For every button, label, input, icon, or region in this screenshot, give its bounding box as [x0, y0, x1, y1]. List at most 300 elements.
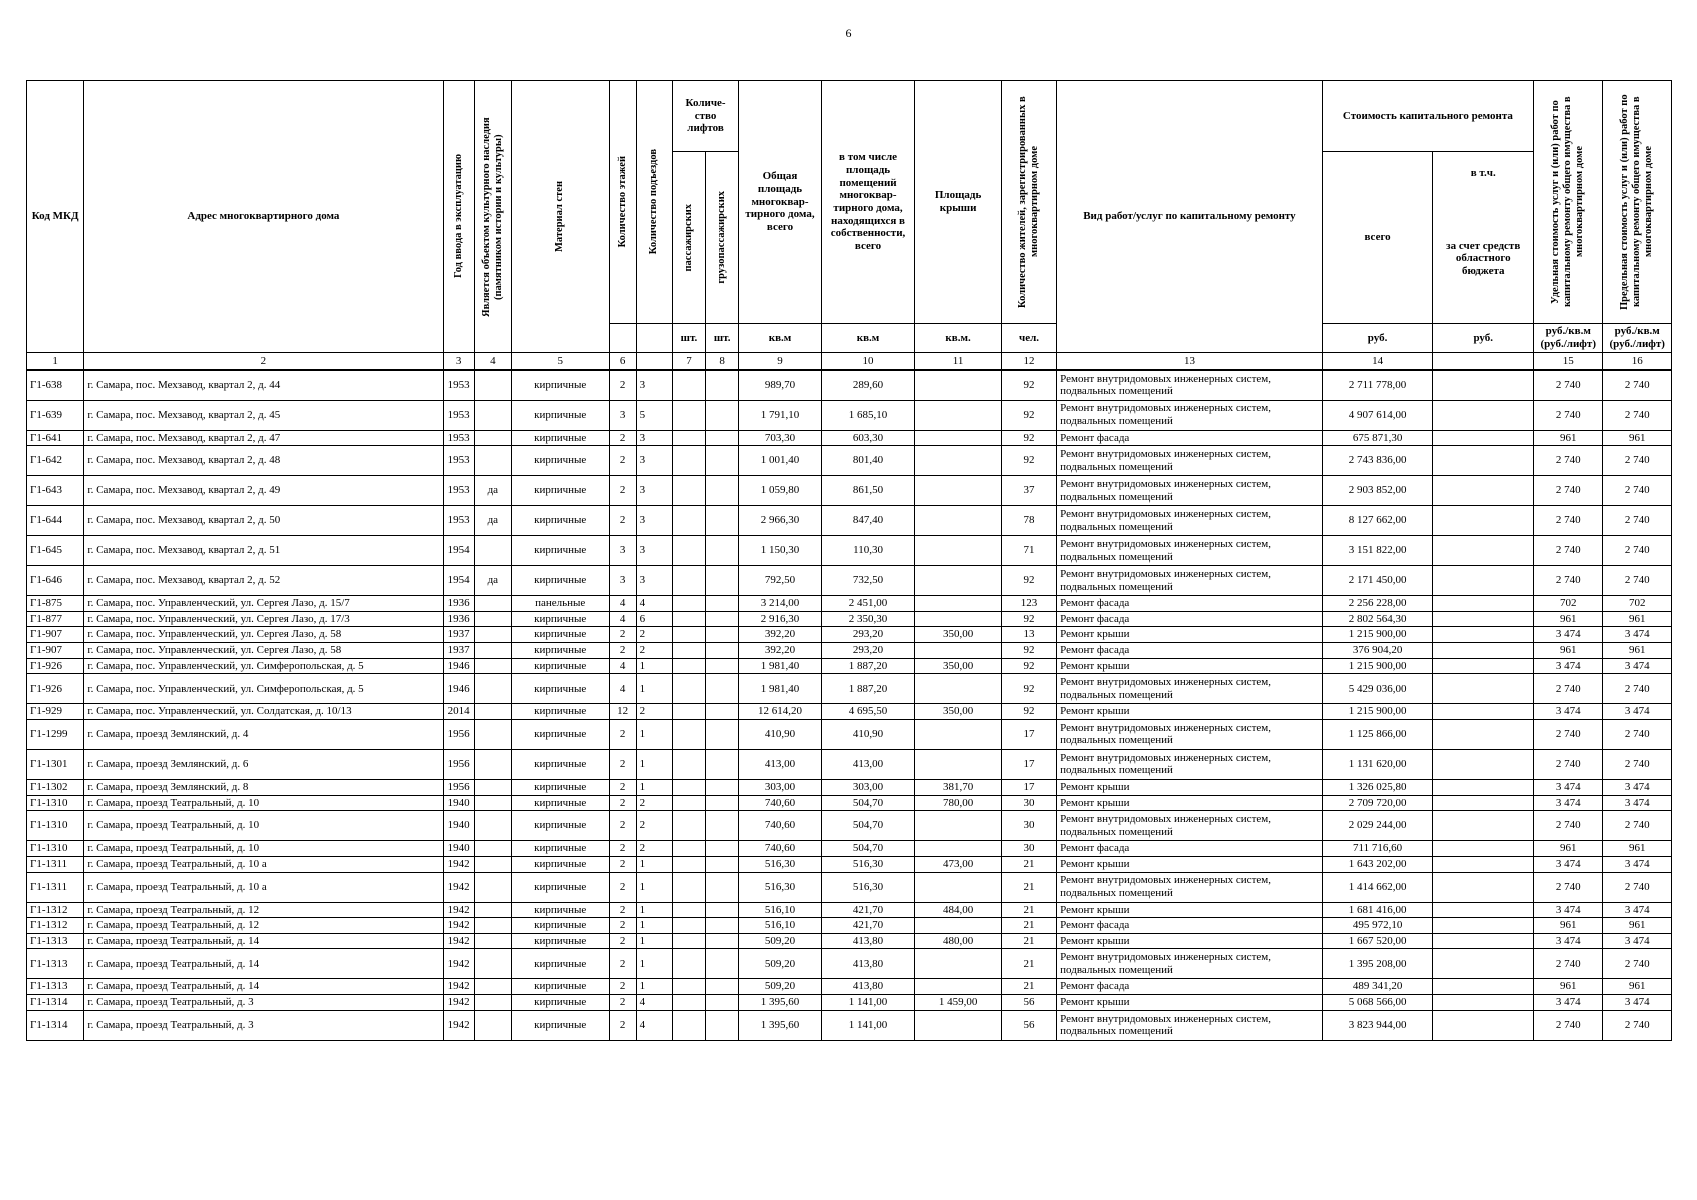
row-year: 2014 — [443, 704, 474, 720]
row-owned-area: 1 141,00 — [821, 1010, 915, 1040]
row-address: г. Самара, пос. Управленческий, ул. Сергея Лазо, д. 15/7 — [84, 596, 443, 612]
row-total-area: 509,20 — [739, 949, 822, 979]
table-row — [27, 627, 1672, 643]
row-unit-cost: 961 — [1534, 611, 1603, 627]
row-lifts-passenger — [672, 872, 705, 902]
row-max-cost: 2 740 — [1603, 1010, 1672, 1040]
row-max-cost: 3 474 — [1603, 902, 1672, 918]
row-lifts-passenger — [672, 749, 705, 779]
row-lifts-cargo — [706, 658, 739, 674]
header-heritage: Является объектом культурного наследия (памятником истории и культуры) — [480, 116, 504, 317]
unit-max-cost: руб./кв.м (руб./лифт) — [1603, 324, 1672, 353]
row-floors: 2 — [609, 795, 636, 811]
row-roof-area: 350,00 — [915, 658, 1002, 674]
row-year: 1956 — [443, 779, 474, 795]
row-wall-material: панельные — [511, 596, 609, 612]
row-heritage — [474, 1010, 511, 1040]
row-code: Г1-642 — [27, 446, 84, 476]
row-heritage — [474, 611, 511, 627]
row-residents: 92 — [1001, 400, 1056, 430]
row-total-area: 1 395,60 — [739, 995, 822, 1011]
row-cost-region — [1433, 979, 1534, 995]
table-row — [27, 400, 1672, 430]
row-cost-total: 1 414 662,00 — [1322, 872, 1433, 902]
row-roof-area — [915, 596, 1002, 612]
row-address: г. Самара, пос. Мехзавод, квартал 2, д. 44 — [84, 370, 443, 400]
row-year: 1942 — [443, 949, 474, 979]
row-work-type: Ремонт крыши — [1057, 627, 1323, 643]
row-total-area: 392,20 — [739, 643, 822, 659]
row-cost-region — [1433, 370, 1534, 400]
row-roof-area: 480,00 — [915, 933, 1002, 949]
row-entrances: 3 — [636, 446, 672, 476]
row-address: г. Самара, проезд Театральный, д. 14 — [84, 933, 443, 949]
row-max-cost: 2 740 — [1603, 872, 1672, 902]
row-work-type: Ремонт внутридомовых инженерных систем, подвальных помещений — [1057, 949, 1323, 979]
row-heritage — [474, 596, 511, 612]
row-total-area: 792,50 — [739, 566, 822, 596]
row-max-cost: 3 474 — [1603, 856, 1672, 872]
column-number-row — [27, 353, 1672, 371]
row-unit-cost: 961 — [1534, 841, 1603, 857]
row-unit-cost: 2 740 — [1534, 719, 1603, 749]
row-address: г. Самара, пос. Мехзавод, квартал 2, д. 48 — [84, 446, 443, 476]
row-owned-area: 1 887,20 — [821, 674, 915, 704]
row-unit-cost: 2 740 — [1534, 872, 1603, 902]
row-unit-cost: 3 474 — [1534, 902, 1603, 918]
row-cost-region — [1433, 872, 1534, 902]
row-max-cost: 961 — [1603, 979, 1672, 995]
row-cost-total: 2 029 244,00 — [1322, 811, 1433, 841]
row-cost-region — [1433, 902, 1534, 918]
row-unit-cost: 961 — [1534, 430, 1603, 446]
row-code: Г1-907 — [27, 643, 84, 659]
header-cost-total: всего — [1322, 152, 1433, 324]
row-cost-total: 1 643 202,00 — [1322, 856, 1433, 872]
row-cost-total: 2 903 852,00 — [1322, 476, 1433, 506]
row-max-cost: 3 474 — [1603, 995, 1672, 1011]
row-code: Г1-1301 — [27, 749, 84, 779]
row-floors: 2 — [609, 476, 636, 506]
row-unit-cost: 2 740 — [1534, 476, 1603, 506]
unit-unit-cost: руб./кв.м (руб./лифт) — [1534, 324, 1603, 353]
row-cost-total: 711 716,60 — [1322, 841, 1433, 857]
row-entrances: 1 — [636, 872, 672, 902]
table-row — [27, 611, 1672, 627]
row-roof-area — [915, 1010, 1002, 1040]
row-cost-region — [1433, 779, 1534, 795]
row-cost-region — [1433, 506, 1534, 536]
row-unit-cost: 2 740 — [1534, 566, 1603, 596]
row-heritage — [474, 719, 511, 749]
row-residents: 13 — [1001, 627, 1056, 643]
row-code: Г1-926 — [27, 658, 84, 674]
unit-cost-total: руб. — [1322, 324, 1433, 353]
row-heritage — [474, 749, 511, 779]
capital-repair-table — [26, 80, 1672, 1041]
row-wall-material: кирпичные — [511, 674, 609, 704]
header-wall-material: Материал стен — [554, 181, 566, 252]
col-num: 7 — [672, 353, 705, 371]
row-work-type: Ремонт крыши — [1057, 795, 1323, 811]
row-wall-material: кирпичные — [511, 918, 609, 934]
row-entrances: 1 — [636, 658, 672, 674]
row-work-type: Ремонт внутридомовых инженерных систем, подвальных помещений — [1057, 749, 1323, 779]
row-heritage — [474, 536, 511, 566]
row-year: 1956 — [443, 719, 474, 749]
row-wall-material: кирпичные — [511, 430, 609, 446]
row-cost-region — [1433, 918, 1534, 934]
row-lifts-passenger — [672, 446, 705, 476]
row-residents: 92 — [1001, 704, 1056, 720]
row-lifts-passenger — [672, 400, 705, 430]
row-wall-material: кирпичные — [511, 400, 609, 430]
table-row — [27, 476, 1672, 506]
row-owned-area: 1 887,20 — [821, 658, 915, 674]
row-wall-material: кирпичные — [511, 536, 609, 566]
row-residents: 92 — [1001, 611, 1056, 627]
row-address: г. Самара, пос. Мехзавод, квартал 2, д. 47 — [84, 430, 443, 446]
row-owned-area: 861,50 — [821, 476, 915, 506]
row-wall-material: кирпичные — [511, 1010, 609, 1040]
row-address: г. Самара, проезд Театральный, д. 10 — [84, 795, 443, 811]
row-unit-cost: 3 474 — [1534, 856, 1603, 872]
row-code: Г1-1310 — [27, 841, 84, 857]
row-total-area: 1 981,40 — [739, 674, 822, 704]
row-lifts-passenger — [672, 779, 705, 795]
row-lifts-cargo — [706, 506, 739, 536]
row-entrances: 1 — [636, 933, 672, 949]
row-residents: 21 — [1001, 856, 1056, 872]
row-heritage — [474, 400, 511, 430]
row-lifts-cargo — [706, 566, 739, 596]
row-code: Г1-926 — [27, 674, 84, 704]
row-floors: 2 — [609, 902, 636, 918]
row-roof-area — [915, 611, 1002, 627]
row-cost-region — [1433, 400, 1534, 430]
row-roof-area — [915, 370, 1002, 400]
row-owned-area: 413,00 — [821, 749, 915, 779]
row-owned-area: 413,80 — [821, 979, 915, 995]
row-address: г. Самара, проезд Театральный, д. 12 — [84, 902, 443, 918]
table-row — [27, 979, 1672, 995]
row-work-type: Ремонт крыши — [1057, 933, 1323, 949]
row-total-area: 2 916,30 — [739, 611, 822, 627]
row-cost-total: 4 907 614,00 — [1322, 400, 1433, 430]
row-cost-total: 1 681 416,00 — [1322, 902, 1433, 918]
row-unit-cost: 3 474 — [1534, 704, 1603, 720]
row-heritage — [474, 643, 511, 659]
row-residents: 30 — [1001, 841, 1056, 857]
row-total-area: 516,10 — [739, 918, 822, 934]
row-roof-area — [915, 749, 1002, 779]
row-residents: 71 — [1001, 536, 1056, 566]
row-floors: 2 — [609, 811, 636, 841]
row-lifts-cargo — [706, 674, 739, 704]
row-cost-total: 376 904,20 — [1322, 643, 1433, 659]
row-wall-material: кирпичные — [511, 476, 609, 506]
row-cost-region — [1433, 536, 1534, 566]
row-max-cost: 702 — [1603, 596, 1672, 612]
row-floors: 3 — [609, 400, 636, 430]
row-year: 1946 — [443, 658, 474, 674]
row-max-cost: 961 — [1603, 643, 1672, 659]
row-address: г. Самара, проезд Землянский, д. 4 — [84, 719, 443, 749]
row-year: 1953 — [443, 400, 474, 430]
row-floors: 2 — [609, 979, 636, 995]
row-lifts-cargo — [706, 795, 739, 811]
row-residents: 123 — [1001, 596, 1056, 612]
row-work-type: Ремонт фасада — [1057, 643, 1323, 659]
unit-cost-region: руб. — [1433, 324, 1534, 353]
row-roof-area — [915, 719, 1002, 749]
row-max-cost: 2 740 — [1603, 506, 1672, 536]
row-owned-area: 421,70 — [821, 902, 915, 918]
row-address: г. Самара, проезд Землянский, д. 8 — [84, 779, 443, 795]
row-code: Г1-639 — [27, 400, 84, 430]
row-wall-material: кирпичные — [511, 902, 609, 918]
row-roof-area: 350,00 — [915, 627, 1002, 643]
row-lifts-passenger — [672, 918, 705, 934]
row-heritage — [474, 949, 511, 979]
row-residents: 21 — [1001, 979, 1056, 995]
row-year: 1936 — [443, 596, 474, 612]
row-total-area: 516,10 — [739, 902, 822, 918]
row-year: 1942 — [443, 918, 474, 934]
row-work-type: Ремонт крыши — [1057, 902, 1323, 918]
row-owned-area: 303,00 — [821, 779, 915, 795]
row-heritage — [474, 856, 511, 872]
row-cost-total: 1 395 208,00 — [1322, 949, 1433, 979]
row-floors: 2 — [609, 1010, 636, 1040]
row-lifts-cargo — [706, 856, 739, 872]
row-lifts-passenger — [672, 674, 705, 704]
row-address: г. Самара, пос. Управленческий, ул. Сергея Лазо, д. 58 — [84, 643, 443, 659]
row-cost-total: 1 131 620,00 — [1322, 749, 1433, 779]
row-work-type: Ремонт фасада — [1057, 918, 1323, 934]
row-cost-total: 1 125 866,00 — [1322, 719, 1433, 749]
row-code: Г1-1302 — [27, 779, 84, 795]
row-code: Г1-646 — [27, 566, 84, 596]
row-work-type: Ремонт внутридомовых инженерных систем, подвальных помещений — [1057, 674, 1323, 704]
row-roof-area — [915, 446, 1002, 476]
row-wall-material: кирпичные — [511, 949, 609, 979]
table-row — [27, 430, 1672, 446]
row-owned-area: 110,30 — [821, 536, 915, 566]
row-floors: 3 — [609, 536, 636, 566]
row-owned-area: 4 695,50 — [821, 704, 915, 720]
row-entrances: 3 — [636, 476, 672, 506]
row-roof-area — [915, 841, 1002, 857]
row-entrances: 2 — [636, 841, 672, 857]
row-max-cost: 2 740 — [1603, 566, 1672, 596]
row-entrances: 4 — [636, 596, 672, 612]
row-code: Г1-1310 — [27, 795, 84, 811]
row-total-area: 1 150,30 — [739, 536, 822, 566]
table-row — [27, 902, 1672, 918]
row-floors: 4 — [609, 674, 636, 704]
table-row — [27, 370, 1672, 400]
row-unit-cost: 3 474 — [1534, 995, 1603, 1011]
row-code: Г1-1313 — [27, 949, 84, 979]
row-residents: 92 — [1001, 566, 1056, 596]
row-wall-material: кирпичные — [511, 749, 609, 779]
row-code: Г1-645 — [27, 536, 84, 566]
row-lifts-passenger — [672, 811, 705, 841]
row-heritage — [474, 627, 511, 643]
row-wall-material: кирпичные — [511, 795, 609, 811]
row-work-type: Ремонт крыши — [1057, 995, 1323, 1011]
row-floors: 3 — [609, 566, 636, 596]
row-address: г. Самара, пос. Управленческий, ул. Симферопольская, д. 5 — [84, 674, 443, 704]
row-wall-material: кирпичные — [511, 506, 609, 536]
row-work-type: Ремонт внутридомовых инженерных систем, подвальных помещений — [1057, 536, 1323, 566]
header-cost-incl: в т.ч. — [1470, 167, 1496, 179]
col-num: 9 — [739, 353, 822, 371]
row-wall-material: кирпичные — [511, 933, 609, 949]
row-cost-region — [1433, 658, 1534, 674]
row-owned-area: 413,80 — [821, 949, 915, 979]
row-entrances: 2 — [636, 704, 672, 720]
row-year: 1937 — [443, 643, 474, 659]
row-cost-total: 5 429 036,00 — [1322, 674, 1433, 704]
header-lifts-cargo: грузопассажирских — [716, 191, 728, 284]
row-heritage — [474, 658, 511, 674]
row-total-area: 1 001,40 — [739, 446, 822, 476]
row-cost-region — [1433, 949, 1534, 979]
row-owned-area: 732,50 — [821, 566, 915, 596]
row-lifts-cargo — [706, 446, 739, 476]
row-lifts-cargo — [706, 627, 739, 643]
row-wall-material: кирпичные — [511, 979, 609, 995]
row-wall-material: кирпичные — [511, 719, 609, 749]
row-year: 1953 — [443, 430, 474, 446]
row-owned-area: 293,20 — [821, 643, 915, 659]
row-address: г. Самара, пос. Мехзавод, квартал 2, д. 52 — [84, 566, 443, 596]
header-roof-area: Площадь крыши — [915, 81, 1002, 324]
row-floors: 2 — [609, 841, 636, 857]
row-total-area: 413,00 — [739, 749, 822, 779]
row-code: Г1-907 — [27, 627, 84, 643]
row-total-area: 516,30 — [739, 872, 822, 902]
row-code: Г1-1311 — [27, 872, 84, 902]
row-lifts-passenger — [672, 566, 705, 596]
row-lifts-cargo — [706, 872, 739, 902]
row-unit-cost: 3 474 — [1534, 933, 1603, 949]
row-cost-region — [1433, 674, 1534, 704]
row-entrances: 4 — [636, 1010, 672, 1040]
row-wall-material: кирпичные — [511, 841, 609, 857]
header-max-cost: Предельная стоимость услуг и (или) работ по капитальному ремонту общего имущества в многоквартирном доме — [1619, 94, 1655, 310]
row-cost-region — [1433, 627, 1534, 643]
row-lifts-passenger — [672, 430, 705, 446]
table-row — [27, 872, 1672, 902]
row-address: г. Самара, проезд Театральный, д. 12 — [84, 918, 443, 934]
row-entrances: 1 — [636, 918, 672, 934]
row-max-cost: 961 — [1603, 611, 1672, 627]
row-year: 1942 — [443, 979, 474, 995]
row-floors: 2 — [609, 918, 636, 934]
row-work-type: Ремонт фасада — [1057, 596, 1323, 612]
row-lifts-passenger — [672, 719, 705, 749]
row-entrances: 3 — [636, 566, 672, 596]
row-code: Г1-1310 — [27, 811, 84, 841]
row-roof-area — [915, 430, 1002, 446]
row-roof-area — [915, 811, 1002, 841]
row-unit-cost: 2 740 — [1534, 400, 1603, 430]
row-floors: 4 — [609, 611, 636, 627]
row-work-type: Ремонт внутридомовых инженерных систем, подвальных помещений — [1057, 566, 1323, 596]
row-total-area: 12 614,20 — [739, 704, 822, 720]
row-residents: 21 — [1001, 902, 1056, 918]
row-owned-area: 1 141,00 — [821, 995, 915, 1011]
row-code: Г1-1311 — [27, 856, 84, 872]
row-address: г. Самара, пос. Мехзавод, квартал 2, д. 49 — [84, 476, 443, 506]
row-owned-area: 421,70 — [821, 918, 915, 934]
row-cost-region — [1433, 704, 1534, 720]
header-floors: Количество этажей — [616, 156, 628, 248]
unit-total-area: кв.м — [739, 324, 822, 353]
row-lifts-cargo — [706, 476, 739, 506]
row-cost-total: 2 256 228,00 — [1322, 596, 1433, 612]
row-wall-material: кирпичные — [511, 627, 609, 643]
row-lifts-passenger — [672, 979, 705, 995]
row-work-type: Ремонт внутридомовых инженерных систем, подвальных помещений — [1057, 811, 1323, 841]
row-cost-region — [1433, 566, 1534, 596]
table-row — [27, 446, 1672, 476]
row-cost-total: 489 341,20 — [1322, 979, 1433, 995]
row-lifts-passenger — [672, 658, 705, 674]
row-entrances: 1 — [636, 779, 672, 795]
row-address: г. Самара, проезд Театральный, д. 10 — [84, 841, 443, 857]
row-wall-material: кирпичные — [511, 811, 609, 841]
row-unit-cost: 2 740 — [1534, 536, 1603, 566]
row-cost-total: 2 802 564,30 — [1322, 611, 1433, 627]
row-cost-region — [1433, 795, 1534, 811]
row-entrances: 1 — [636, 674, 672, 704]
row-work-type: Ремонт внутридомовых инженерных систем, подвальных помещений — [1057, 1010, 1323, 1040]
row-heritage — [474, 430, 511, 446]
row-cost-total: 1 215 900,00 — [1322, 627, 1433, 643]
row-cost-region — [1433, 430, 1534, 446]
unit-lifts-passenger: шт. — [672, 324, 705, 353]
table-row — [27, 841, 1672, 857]
row-year: 1942 — [443, 995, 474, 1011]
row-roof-area — [915, 566, 1002, 596]
row-roof-area: 484,00 — [915, 902, 1002, 918]
header-work-type: Вид работ/услуг по капитальному ремонту — [1057, 81, 1323, 353]
row-total-area: 989,70 — [739, 370, 822, 400]
row-lifts-passenger — [672, 627, 705, 643]
row-year: 1940 — [443, 841, 474, 857]
header-owned-area: в том числе площадь помещений многоквар-тирного дома, находящихся в собственности, всего — [821, 81, 915, 324]
row-total-area: 303,00 — [739, 779, 822, 795]
table-row — [27, 949, 1672, 979]
table-row — [27, 506, 1672, 536]
row-cost-region — [1433, 811, 1534, 841]
row-cost-total: 1 326 025,80 — [1322, 779, 1433, 795]
row-entrances: 1 — [636, 949, 672, 979]
row-total-area: 3 214,00 — [739, 596, 822, 612]
row-max-cost: 2 740 — [1603, 949, 1672, 979]
row-floors: 2 — [609, 430, 636, 446]
col-num: 1 — [27, 353, 84, 371]
row-unit-cost: 2 740 — [1534, 506, 1603, 536]
row-year: 1953 — [443, 446, 474, 476]
row-entrances: 2 — [636, 795, 672, 811]
row-roof-area — [915, 872, 1002, 902]
row-address: г. Самара, проезд Театральный, д. 10 а — [84, 856, 443, 872]
